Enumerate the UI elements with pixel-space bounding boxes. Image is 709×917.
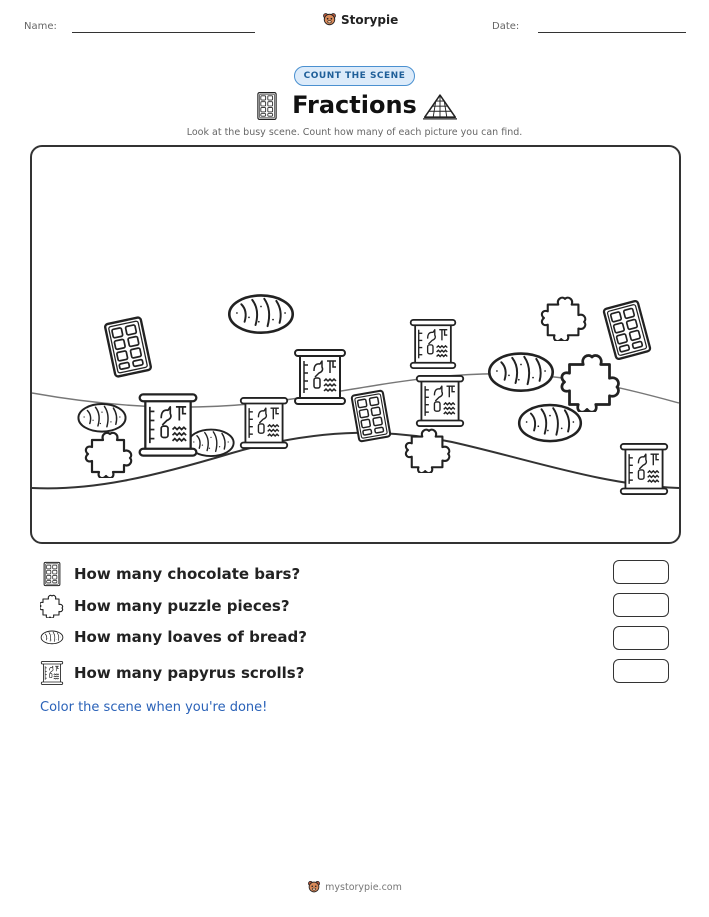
chocolate-bar-icon [40,561,64,587]
puzzle-piece-icon [406,430,449,473]
question-row [40,627,307,647]
mascot-icon [322,12,337,27]
brand-name: Storypie [341,12,399,27]
papyrus-scroll-icon [241,398,287,448]
puzzle-piece-icon [40,594,64,618]
pyramid-icon [423,93,457,121]
question-row [40,660,304,686]
chocolate-bar-icon [351,390,390,441]
question-row [40,594,290,618]
page-title: Fractions [292,91,417,119]
name-field-line[interactable] [72,32,255,33]
question-text: How many loaves of bread? [74,628,307,646]
papyrus-scroll-icon [417,376,463,426]
date-label: Date: [492,21,520,32]
instructions: Look at the busy scene. Count how many of each picture you can find. [186,127,523,138]
busy-scene [30,145,681,544]
papyrus-scroll-icon [40,660,64,686]
closing-note: Color the scene when you're done! [40,700,268,715]
chocolate-bar-icon [603,300,650,359]
puzzle-piece-icon [562,356,619,413]
mascot-icon [307,880,321,894]
question-row [40,561,300,587]
question-text: How many puzzle pieces? [74,597,290,615]
papyrus-scroll-icon [411,320,456,368]
papyrus-scroll-icon [140,394,197,455]
papyrus-scroll-icon [295,350,345,404]
answer-box-scroll[interactable] [613,659,669,683]
bread-loaf-icon [229,296,292,333]
name-label: Name: [24,21,57,32]
answer-box-chocolate[interactable] [613,560,669,584]
activity-badge: COUNT THE SCENE [294,66,416,86]
papyrus-scroll-icon [621,444,667,494]
puzzle-piece-icon [542,298,585,341]
question-text: How many papyrus scrolls? [74,664,305,682]
question-text: How many chocolate bars? [74,565,301,583]
date-field-line[interactable] [538,32,686,33]
scene-canvas [32,147,679,542]
bread-loaf-icon [78,404,125,432]
footer-url[interactable]: mystorypie.com [325,881,402,893]
bread-loaf-icon [519,405,581,441]
bread-loaf-icon [489,354,552,391]
footer-brand [307,880,402,894]
answer-box-bread[interactable] [613,626,669,650]
chocolate-bar-icon [105,317,152,377]
bread-loaf-icon [40,627,64,647]
puzzle-piece-icon [86,433,131,478]
brand-logo [322,12,398,27]
answer-box-puzzle[interactable] [613,593,669,617]
